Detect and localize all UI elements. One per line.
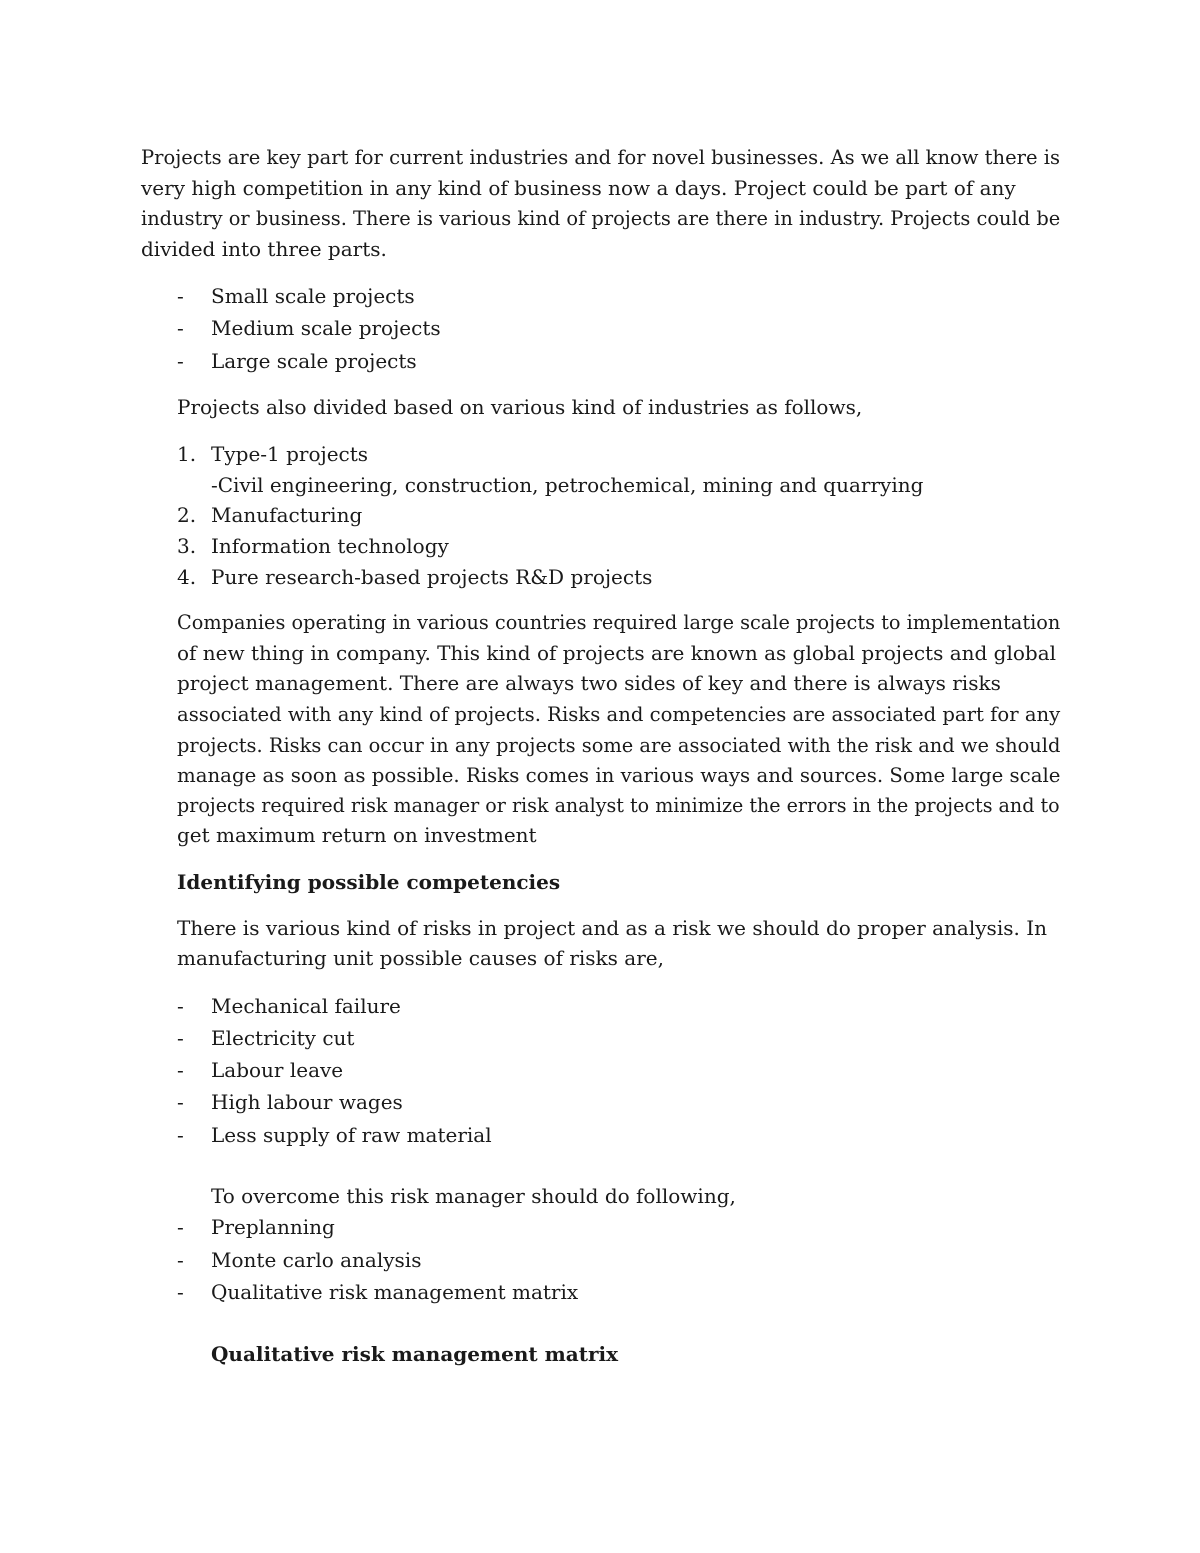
list-marker: - [177,1058,184,1082]
paragraph-line: manage as soon as possible. Risks comes in various ways and sources. Some large scale [177,763,1061,787]
list-item: Medium scale projects [211,316,441,340]
list-item: Less supply of raw material [211,1123,492,1147]
list-item: Manufacturing [211,503,363,527]
paragraph-line: There is various kind of risks in project and as a risk we should do proper analysis. In [177,916,1047,940]
list-marker: - [177,1090,184,1114]
overcome-intro: To overcome this risk manager should do following, [211,1184,736,1208]
paragraph-line: of new thing in company. This kind of projects are known as global projects and global [177,641,1057,665]
list-item: -Civil engineering, construction, petrochemical, mining and quarrying [211,473,924,497]
paragraph-line: projects. Risks can occur in any projects some are associated with the risk and we should [177,733,1061,757]
list-number: 3. [177,534,197,558]
paragraph-line: project management. There are always two sides of key and there is always risks [177,671,1001,695]
list-marker: - [177,1123,184,1147]
list-marker: - [177,349,184,373]
list-marker: - [177,1215,184,1239]
intro-line: very high competition in any kind of business now a days. Project could be part of any [141,176,1016,200]
list-marker: - [177,1026,184,1050]
paragraph-line: manufacturing unit possible causes of risks are, [177,946,664,970]
list-item: Mechanical failure [211,994,401,1018]
list-number: 2. [177,503,197,527]
list-item: Monte carlo analysis [211,1248,422,1272]
list-marker: - [177,316,184,340]
intro-line: Projects are key part for current industries and for novel businesses. As we all know there is [141,145,1060,169]
paragraph-line: Companies operating in various countries required large scale projects to implementation [177,610,1061,634]
industry-intro: Projects also divided based on various kind of industries as follows, [177,395,863,419]
section-heading: Identifying possible competencies [177,870,561,894]
list-marker: - [177,1248,184,1272]
list-item: Electricity cut [211,1026,355,1050]
list-item: Preplanning [211,1215,335,1239]
list-item: Labour leave [211,1058,344,1082]
section-heading: Qualitative risk management matrix [211,1342,619,1366]
paragraph-line: get maximum return on investment [177,823,537,847]
list-number: 1. [177,442,197,466]
paragraph-line: associated with any kind of projects. Risks and competencies are associated part for any [177,702,1061,726]
list-item: Large scale projects [211,349,417,373]
list-item: Type-1 projects [211,442,369,466]
list-number: 4. [177,565,197,589]
list-marker: - [177,284,184,308]
list-item: Qualitative risk management matrix [211,1280,579,1304]
list-item: Small scale projects [211,284,415,308]
list-item: High labour wages [211,1090,403,1114]
list-marker: - [177,994,184,1018]
list-item: Information technology [211,534,449,558]
intro-line: industry or business. There is various kind of projects are there in industry. Projects could be [141,206,1061,230]
list-marker: - [177,1280,184,1304]
paragraph-line: projects required risk manager or risk analyst to minimize the errors in the projects and to [177,793,1060,817]
intro-line: divided into three parts. [141,237,387,261]
list-item: Pure research-based projects R&D projects [211,565,653,589]
